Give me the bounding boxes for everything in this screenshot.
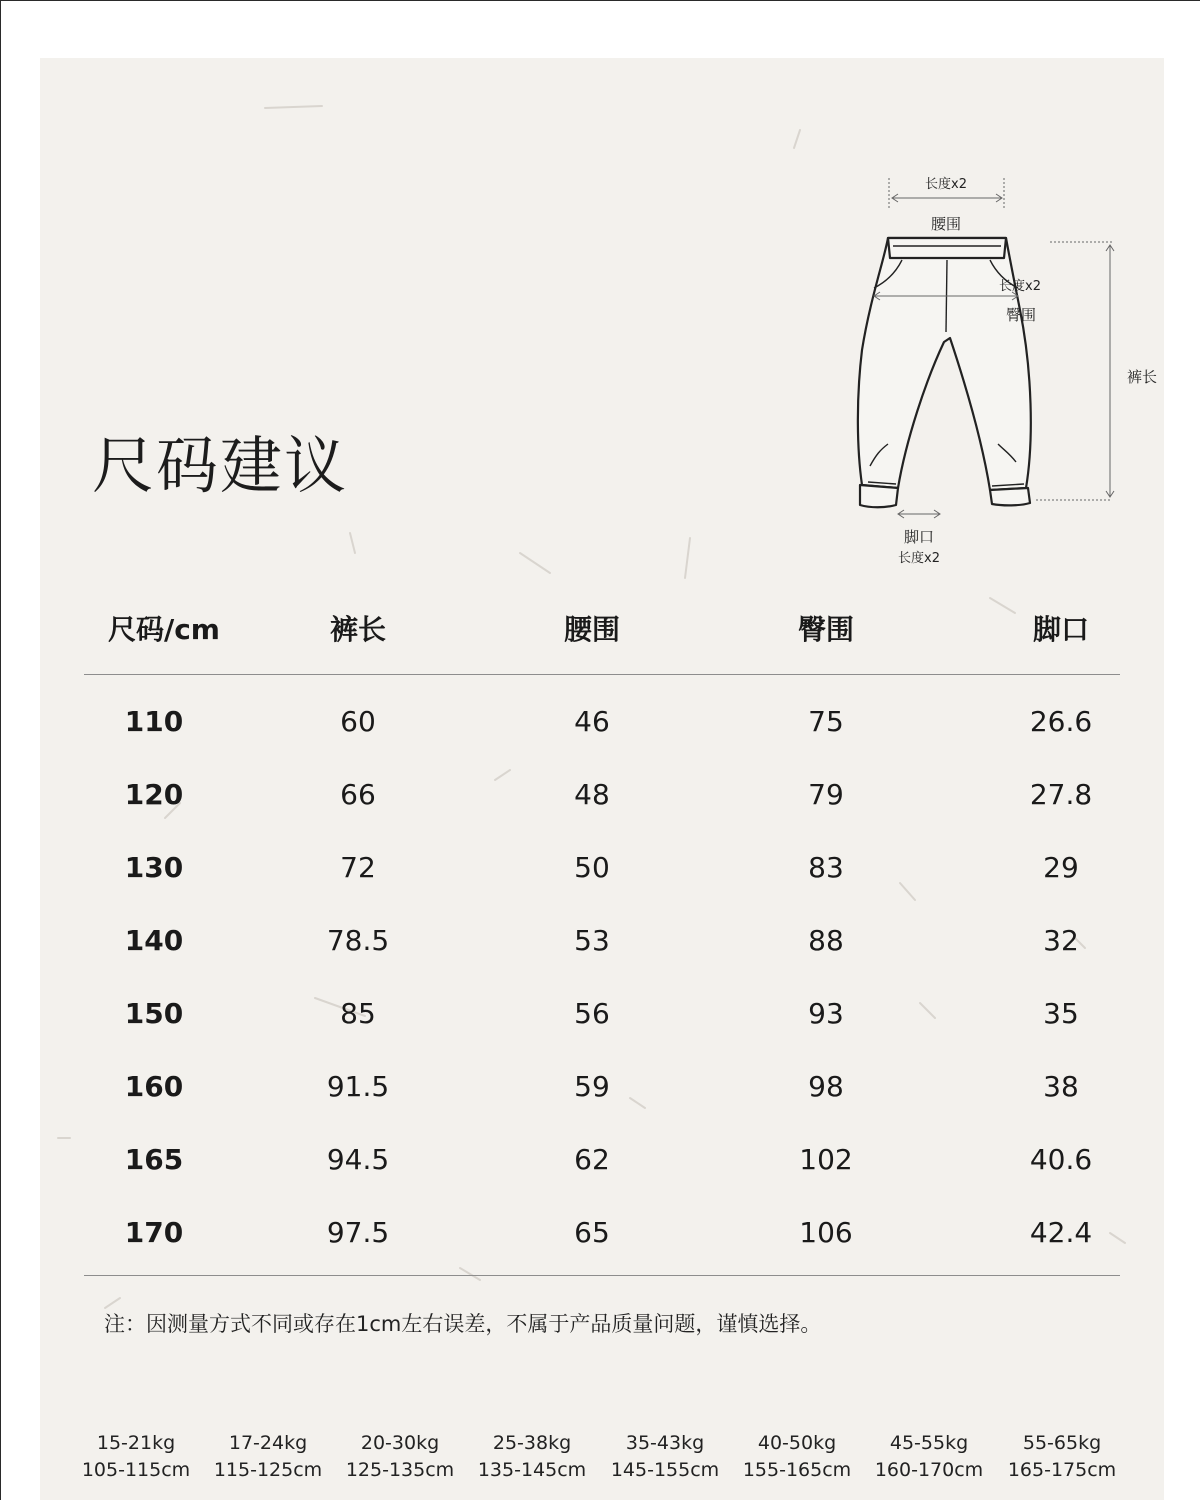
hem-cell: 40.6 (1029, 1143, 1093, 1176)
weight-range: 25-38kg (492, 1432, 572, 1454)
height-range: 115-125cm (213, 1459, 323, 1481)
hip-cell: 98 (808, 1070, 844, 1103)
size-cell: 160 (124, 1070, 184, 1103)
range-item (334, 1430, 466, 1484)
top-border (0, 0, 1200, 1)
range-item (466, 1430, 598, 1484)
table-row (84, 904, 1120, 977)
weight-range: 55-65kg (1022, 1432, 1102, 1454)
pants-diagram (840, 110, 1158, 580)
hip-cell: 79 (808, 778, 844, 811)
range-item (599, 1430, 731, 1484)
fit-ranges (70, 1430, 1130, 1490)
table-row (84, 977, 1120, 1050)
length-label: 裤长 (1126, 368, 1158, 386)
weight-range: 17-24kg (228, 1432, 308, 1454)
waist-cell: 46 (574, 705, 610, 738)
waist-cell: 53 (574, 924, 610, 957)
waist-cell: 59 (574, 1070, 610, 1103)
hem-cell: 38 (1043, 1070, 1079, 1103)
header-hem: 脚口 (1032, 613, 1089, 646)
table-row (84, 1196, 1120, 1269)
hem-cell: 35 (1043, 997, 1079, 1030)
hem-cell: 26.6 (1029, 705, 1093, 738)
table-bottom-rule (84, 1275, 1120, 1276)
range-item (70, 1430, 202, 1484)
hem-label: 脚口 (903, 528, 935, 546)
waist-label: 腰围 (930, 215, 962, 233)
hem-cell: 27.8 (1029, 778, 1093, 811)
length-cell: 85 (340, 997, 376, 1030)
height-range: 145-155cm (610, 1459, 720, 1481)
hip-cell: 75 (808, 705, 844, 738)
height-range: 155-165cm (742, 1459, 852, 1481)
range-item (863, 1430, 995, 1484)
page-title: 尺码建议 (92, 429, 349, 502)
size-cell: 110 (124, 705, 184, 738)
weight-range: 15-21kg (96, 1432, 176, 1454)
hem-cell: 29 (1043, 851, 1079, 884)
height-range: 125-135cm (345, 1459, 455, 1481)
hem-length-label: 长度x2 (898, 551, 940, 566)
header-hip: 臀围 (797, 613, 854, 646)
size-cell: 150 (124, 997, 184, 1030)
height-range: 160-170cm (874, 1459, 984, 1481)
height-range: 135-145cm (477, 1459, 587, 1481)
waist-cell: 56 (574, 997, 610, 1030)
size-cell: 140 (124, 924, 184, 957)
size-cell: 120 (124, 778, 184, 811)
length-cell: 91.5 (326, 1070, 390, 1103)
table-row (84, 1050, 1120, 1123)
table-row (84, 1123, 1120, 1196)
height-range: 165-175cm (1007, 1459, 1117, 1481)
weight-range: 45-55kg (889, 1432, 969, 1454)
range-item (731, 1430, 863, 1484)
hip-length-label: 长度x2 (999, 279, 1041, 294)
height-range: 105-115cm (81, 1459, 191, 1481)
length-cell: 60 (340, 705, 376, 738)
size-cell: 130 (124, 851, 184, 884)
size-cell: 165 (124, 1143, 184, 1176)
waist-cell: 48 (574, 778, 610, 811)
hip-cell: 93 (808, 997, 844, 1030)
hem-cell: 42.4 (1029, 1216, 1093, 1249)
range-item (996, 1430, 1128, 1484)
weight-range: 20-30kg (360, 1432, 440, 1454)
waist-cell: 50 (574, 851, 610, 884)
weight-range: 40-50kg (757, 1432, 837, 1454)
waist-cell: 62 (574, 1143, 610, 1176)
weight-range: 35-43kg (625, 1432, 705, 1454)
header-waist: 腰围 (563, 613, 620, 646)
table-row (84, 685, 1120, 758)
hip-label: 臀围 (1005, 306, 1037, 324)
waist-cell: 65 (574, 1216, 610, 1249)
header-size: 尺码/cm (107, 613, 220, 646)
header-length: 裤长 (329, 613, 386, 646)
length-cell: 72 (340, 851, 376, 884)
length-cell: 97.5 (326, 1216, 390, 1249)
table-body (84, 675, 1120, 1275)
table-header-row (84, 588, 1120, 674)
size-card (40, 58, 1164, 1500)
waist-length-label: 长度x2 (925, 177, 967, 192)
table-row (84, 758, 1120, 831)
range-item (202, 1430, 334, 1484)
length-cell: 78.5 (326, 924, 390, 957)
size-table (84, 588, 1120, 1276)
hip-cell: 88 (808, 924, 844, 957)
table-row (84, 831, 1120, 904)
hip-cell: 102 (799, 1143, 853, 1176)
left-border (0, 0, 1, 1500)
size-cell: 170 (124, 1216, 184, 1249)
hem-cell: 32 (1043, 924, 1079, 957)
length-cell: 66 (340, 778, 376, 811)
hip-cell: 106 (799, 1216, 853, 1249)
hip-cell: 83 (808, 851, 844, 884)
length-cell: 94.5 (326, 1143, 390, 1176)
measurement-note: 注：因测量方式不同或存在1cm左右误差，不属于产品质量问题，谨慎选择。 (104, 1312, 822, 1336)
